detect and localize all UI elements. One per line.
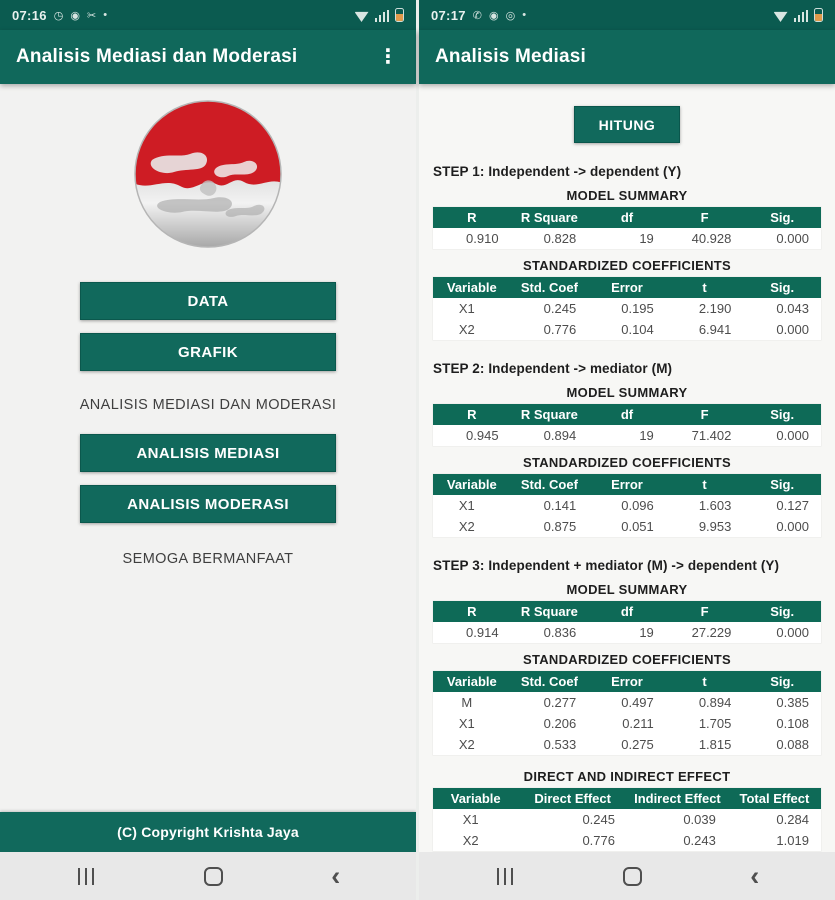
table-cell: F — [700, 210, 709, 225]
model-summary-table — [433, 404, 821, 446]
table-row — [433, 809, 821, 830]
table-cell: 27.229 — [691, 625, 732, 640]
table-row — [433, 622, 821, 643]
table-cell: df — [620, 210, 634, 225]
table-cell: Error — [611, 280, 643, 295]
table-cell: Sig. — [770, 674, 795, 689]
table-title: MODEL SUMMARY — [566, 385, 688, 400]
table-cell: 0.914 — [466, 625, 499, 640]
table-cell: Std. Coef — [520, 280, 578, 295]
coefficients-table — [433, 277, 821, 340]
table-cell: 1.705 — [698, 716, 732, 731]
table-cell: 0.275 — [621, 737, 654, 752]
copyright-bar: (C) Copyright Krishta Jaya — [0, 812, 416, 852]
table-row — [433, 319, 821, 340]
table-cell: X1 — [458, 498, 475, 513]
android-nav-bar — [419, 852, 835, 900]
table-cell: Sig. — [770, 407, 795, 422]
table-cell: R — [467, 407, 477, 422]
table-header-row — [433, 207, 821, 228]
table-cell: Direct Effect — [534, 791, 611, 806]
table-row — [433, 713, 821, 734]
table-cell: Std. Coef — [520, 674, 578, 689]
clock-notification-icon: ◷ — [53, 9, 64, 22]
table-cell: Error — [611, 674, 643, 689]
table-cell: 0.000 — [776, 322, 809, 337]
table-cell: 1.019 — [776, 833, 809, 848]
table-cell: 0.894 — [543, 428, 577, 443]
dot-notification-icon: • — [103, 9, 108, 21]
table-cell: Sig. — [770, 477, 795, 492]
table-cell: 0.000 — [776, 231, 809, 246]
app-notification-icon: ◉ — [488, 9, 499, 22]
table-cell: 0.108 — [776, 716, 809, 731]
step-2-section — [419, 361, 835, 537]
table-row — [433, 228, 821, 249]
table-cell: 0.195 — [621, 301, 654, 316]
table-cell: 2.190 — [698, 301, 732, 316]
table-cell: 0.533 — [543, 737, 577, 752]
wifi-icon — [355, 11, 369, 22]
table-cell: X1 — [458, 716, 475, 731]
table-cell: 0.088 — [776, 737, 809, 752]
table-cell: 0.096 — [621, 498, 654, 513]
back-icon[interactable]: ‹ — [750, 860, 760, 891]
table-cell: Error — [611, 477, 643, 492]
table-cell: 0.385 — [776, 695, 809, 710]
table-cell: 0.000 — [776, 428, 809, 443]
table-row — [433, 830, 821, 851]
coefficients-table — [433, 671, 821, 755]
table-cell: 0.000 — [776, 625, 809, 640]
table-cell: 19 — [639, 428, 654, 443]
results-body — [419, 84, 835, 852]
table-cell: 0.127 — [776, 498, 809, 513]
table-cell: Sig. — [770, 210, 795, 225]
table-row — [433, 734, 821, 755]
back-icon[interactable]: ‹ — [331, 860, 341, 891]
table-cell: 1.603 — [698, 498, 732, 513]
table-cell: 0.141 — [543, 498, 577, 513]
dot-notification-icon: • — [522, 9, 527, 21]
table-cell: 0.104 — [621, 322, 654, 337]
table-cell: 0.211 — [622, 716, 654, 731]
main-menu-body — [0, 84, 416, 852]
table-cell: R Square — [520, 407, 578, 422]
data-button[interactable]: DATA — [80, 282, 336, 320]
table-cell: 0.043 — [776, 301, 809, 316]
overflow-menu-icon[interactable]: ⋮ — [378, 46, 398, 68]
table-cell: M — [461, 695, 473, 710]
section-label: ANALISIS MEDIASI DAN MODERASI — [79, 397, 337, 413]
table-title: STANDARDIZED COEFFICIENTS — [522, 652, 732, 667]
table-cell: 0.875 — [543, 519, 577, 534]
analisis-mediasi-button[interactable]: ANALISIS MEDIASI — [80, 434, 336, 472]
page-title: Analisis Mediasi dan Moderasi — [16, 46, 298, 67]
table-cell: R Square — [520, 604, 578, 619]
table-cell: 9.953 — [698, 519, 732, 534]
coefficients-table — [433, 474, 821, 537]
table-cell: Total Effect — [739, 791, 810, 806]
table-cell: F — [700, 407, 709, 422]
table-cell: 0.243 — [683, 833, 716, 848]
recents-icon[interactable] — [72, 862, 101, 891]
app-bar — [419, 30, 835, 84]
indonesia-flag-logo — [132, 98, 284, 250]
table-cell: 0.910 — [466, 231, 499, 246]
table-cell: 6.941 — [698, 322, 732, 337]
step-1-section — [419, 164, 835, 340]
table-cell: 0.051 — [621, 519, 654, 534]
table-header-row — [433, 404, 821, 425]
table-row — [433, 495, 821, 516]
table-cell: Sig. — [770, 604, 795, 619]
status-bar — [0, 0, 416, 30]
battery-icon — [395, 8, 404, 22]
step-label: STEP 1: Independent -> dependent (Y) — [433, 164, 682, 179]
table-cell: t — [702, 674, 707, 689]
table-cell: X1 — [458, 301, 475, 316]
table-title: MODEL SUMMARY — [566, 582, 688, 597]
model-summary-table — [433, 601, 821, 643]
table-cell: Variable — [446, 280, 497, 295]
tagline-label: SEMOGA BERMANFAAT — [122, 551, 294, 567]
app-notification-icon-2: ◎ — [505, 9, 516, 22]
signal-strength-icon — [794, 10, 809, 22]
table-cell: R Square — [520, 210, 578, 225]
table-row — [433, 692, 821, 713]
table-row — [433, 425, 821, 446]
table-title: MODEL SUMMARY — [566, 188, 688, 203]
table-cell: 0.828 — [543, 231, 577, 246]
screen-analisis-mediasi — [419, 0, 835, 900]
table-title: STANDARDIZED COEFFICIENTS — [522, 258, 732, 273]
table-cell: Variable — [446, 477, 497, 492]
table-cell: 0.776 — [543, 322, 577, 337]
app-bar — [0, 30, 416, 84]
status-bar — [419, 0, 835, 30]
table-cell: t — [702, 477, 707, 492]
clock-text: 07:17 — [431, 7, 466, 23]
table-cell: 0.836 — [543, 625, 577, 640]
table-cell: df — [620, 604, 634, 619]
table-cell: 0.776 — [582, 833, 615, 848]
table-cell: X2 — [462, 833, 479, 848]
home-icon[interactable] — [204, 867, 223, 886]
table-cell: 0.206 — [543, 716, 577, 731]
effects-section — [419, 769, 835, 851]
recents-icon[interactable] — [491, 862, 520, 891]
step-label: STEP 3: Independent + mediator (M) -> dependent (Y) — [433, 558, 780, 573]
table-cell: X1 — [462, 812, 479, 827]
table-cell: 0.277 — [543, 695, 577, 710]
table-title: STANDARDIZED COEFFICIENTS — [522, 455, 732, 470]
table-cell: Std. Coef — [520, 477, 578, 492]
table-cell: Indirect Effect — [634, 791, 721, 806]
table-cell: df — [620, 407, 634, 422]
cut-notification-icon: ✂ — [86, 9, 97, 22]
table-cell: 19 — [639, 625, 654, 640]
table-cell: R — [467, 604, 477, 619]
table-cell: 0.039 — [683, 812, 716, 827]
effects-table — [433, 788, 821, 851]
step-label: STEP 2: Independent -> mediator (M) — [433, 361, 673, 376]
wifi-icon — [774, 11, 788, 22]
table-cell: 0.284 — [776, 812, 809, 827]
table-cell: Sig. — [770, 280, 795, 295]
table-cell: 0.894 — [698, 695, 732, 710]
table-header-row — [433, 277, 821, 298]
table-title: DIRECT AND INDIRECT EFFECT — [523, 769, 731, 784]
table-cell: X2 — [458, 519, 475, 534]
table-cell: t — [702, 280, 707, 295]
home-icon[interactable] — [623, 867, 642, 886]
table-header-row — [433, 474, 821, 495]
table-cell: 40.928 — [691, 231, 732, 246]
table-row — [433, 516, 821, 537]
table-cell: 19 — [639, 231, 654, 246]
table-header-row — [433, 671, 821, 692]
table-cell: R — [467, 210, 477, 225]
table-cell: Variable — [446, 674, 497, 689]
table-cell: 0.245 — [582, 812, 615, 827]
page-title: Analisis Mediasi — [435, 46, 587, 67]
whatsapp-notification-icon: ✆ — [472, 9, 482, 22]
table-header-row — [433, 601, 821, 622]
hitung-button[interactable]: HITUNG — [574, 106, 680, 143]
table-cell: X2 — [458, 322, 475, 337]
table-cell: F — [700, 604, 709, 619]
clock-text: 07:16 — [12, 7, 47, 23]
table-header-row — [433, 788, 821, 809]
table-cell: Variable — [450, 791, 501, 806]
table-cell: 0.497 — [621, 695, 654, 710]
grafik-button[interactable]: GRAFIK — [80, 333, 336, 371]
table-cell: 1.815 — [698, 737, 732, 752]
screen-main-menu — [0, 0, 416, 900]
step-3-section — [419, 558, 835, 755]
battery-icon — [814, 8, 823, 22]
android-nav-bar — [0, 852, 416, 900]
analisis-moderasi-button[interactable]: ANALISIS MODERASI — [80, 485, 336, 523]
table-cell: 0.000 — [776, 519, 809, 534]
model-summary-table — [433, 207, 821, 249]
table-cell: X2 — [458, 737, 475, 752]
table-row — [433, 298, 821, 319]
table-cell: 0.245 — [543, 301, 577, 316]
table-cell: 71.402 — [691, 428, 732, 443]
app-notification-icon: ◉ — [70, 9, 80, 22]
signal-strength-icon — [375, 10, 390, 22]
table-cell: 0.945 — [466, 428, 499, 443]
